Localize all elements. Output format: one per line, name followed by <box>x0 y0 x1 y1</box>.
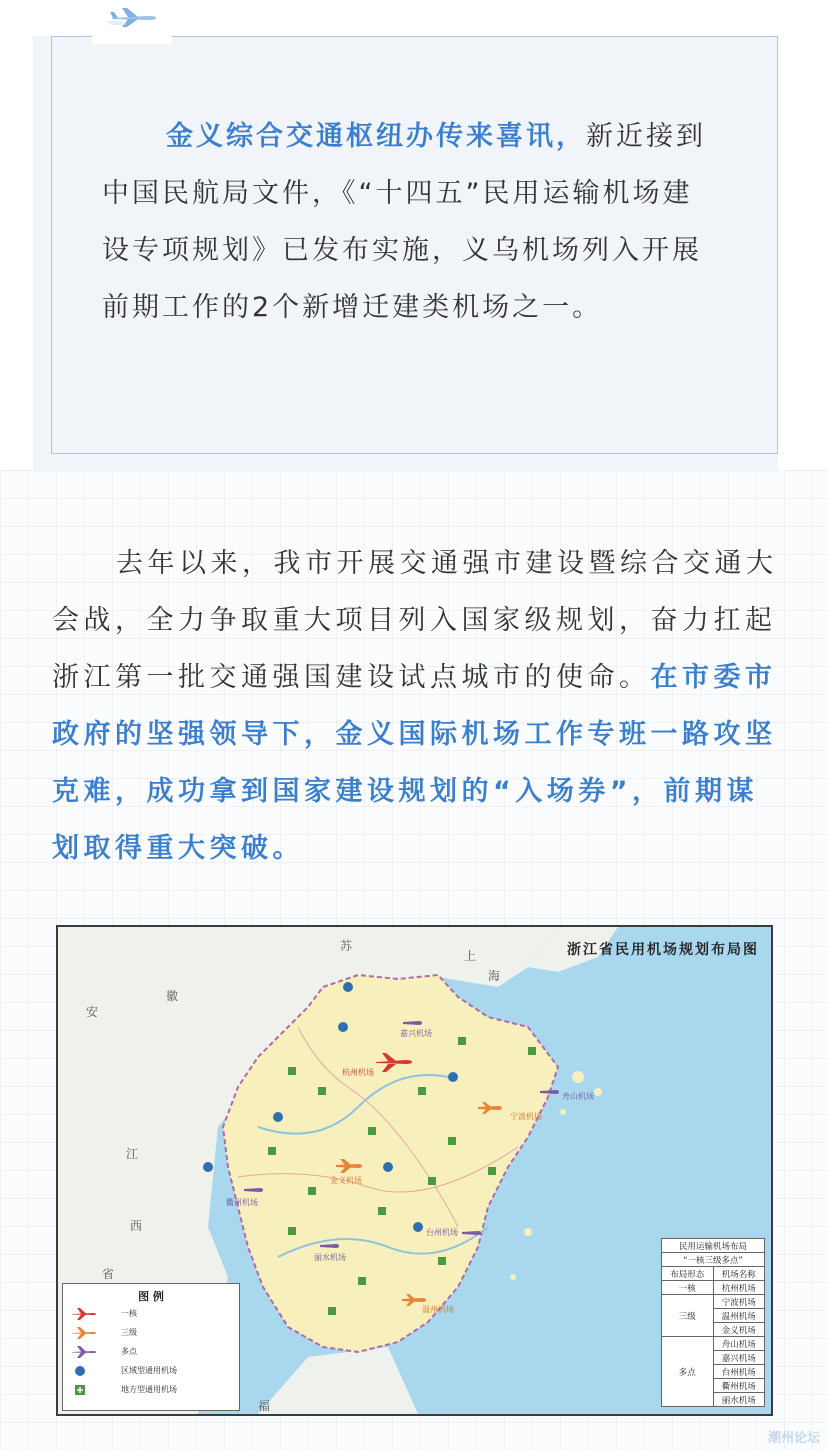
table-airport: 舟山机场 <box>713 1337 765 1351</box>
body-highlight: 在市委市政府的坚强领导下，金义国际机场工作专班一路攻坚克难，成功拿到国家建设规划的“入场券”，前期谋划取得重大突破。 <box>52 662 777 864</box>
table-col-form: 布局形态 <box>662 1267 714 1281</box>
intro-paragraph <box>102 108 714 336</box>
legend-item-tier <box>63 1323 239 1342</box>
province-label-xi: 西 <box>130 1219 143 1233</box>
table-form-multi: 多点 <box>662 1337 714 1407</box>
label-lishui-airport: 丽水机场 <box>314 1253 346 1262</box>
province-label-hai: 海 <box>488 969 501 983</box>
map-legend <box>62 1283 240 1411</box>
table-airport: 嘉兴机场 <box>713 1351 765 1365</box>
table-form-tier: 三级 <box>662 1295 714 1337</box>
table-airport: 台州机场 <box>713 1365 765 1379</box>
local-airport-icon <box>71 1383 97 1397</box>
airport-layout-table <box>661 1238 765 1407</box>
legend-item-core <box>63 1304 239 1323</box>
table-airport: 温州机场 <box>713 1309 765 1323</box>
legend-item-multi <box>63 1342 239 1361</box>
label-wenzhou-airport: 温州机场 <box>422 1305 454 1314</box>
province-label-hui: 徽 <box>166 989 179 1003</box>
plane-badge <box>92 28 172 44</box>
label-quzhou-airport: 衢州机场 <box>226 1198 258 1207</box>
legend-label-core: 一核 <box>121 1309 137 1318</box>
label-jiaxing-airport: 嘉兴机场 <box>400 1029 432 1038</box>
legend-label-regional: 区域型通用机场 <box>121 1366 177 1375</box>
legend-label-multi: 多点 <box>121 1347 137 1356</box>
body-text: 去年以来，我市开展交通强市建设暨综合交通大会战，全力争取重大项目列入国家级规划，奋力扛起浙江第一批交通强国建设试点城市的使命。 <box>52 548 778 693</box>
table-title: 民用运输机场布局 <box>662 1239 765 1253</box>
body-paragraph <box>52 535 780 877</box>
legend-item-local <box>63 1380 239 1399</box>
label-jinyi-airport: 金义机场 <box>330 1176 362 1185</box>
province-label-an: 安 <box>86 1005 99 1019</box>
label-ningbo-airport: 宁波机场 <box>510 1112 542 1121</box>
province-label-jiang: 江 <box>126 1147 139 1161</box>
table-airport: 宁波机场 <box>713 1295 765 1309</box>
province-label-su: 苏 <box>340 939 353 953</box>
intro-text: 新近接到中国民航局文件，《“十四五”民用运输机场建设专项规划》已发布实施，义乌机场列入开展前期工作的2个新增迁建类机场之一。 <box>102 121 706 323</box>
airplane-icon <box>108 6 158 28</box>
label-zhoushan-airport: 舟山机场 <box>562 1092 594 1101</box>
table-airport: 衢州机场 <box>713 1379 765 1393</box>
legend-label-tier: 三级 <box>121 1328 137 1337</box>
purple-plane-icon <box>71 1345 97 1359</box>
table-airport: 金义机场 <box>713 1323 765 1337</box>
table-subtitle: “一核三级多点” <box>662 1253 765 1267</box>
legend-title: 图 例 <box>138 1290 164 1303</box>
regional-airport-icon <box>71 1364 97 1378</box>
province-label-fu: 福 <box>258 1399 271 1413</box>
table-airport: 丽水机场 <box>713 1393 765 1407</box>
label-taizhou-airport: 台州机场 <box>426 1228 458 1237</box>
intro-highlight: 金义综合交通枢纽办传来喜讯， <box>166 121 586 152</box>
province-label-sheng: 省 <box>102 1267 115 1281</box>
province-label-shang: 上 <box>464 949 477 963</box>
orange-plane-icon <box>71 1326 97 1340</box>
label-hangzhou-airport: 杭州机场 <box>342 1068 374 1077</box>
map-title: 浙江省民用机场规划布局图 <box>567 942 759 958</box>
airport-planning-map <box>56 925 773 1416</box>
table-form-core: 一核 <box>662 1281 714 1295</box>
table-col-name: 机场名称 <box>713 1267 765 1281</box>
watermark: 潮州论坛 <box>767 1431 820 1446</box>
legend-item-regional <box>63 1361 239 1380</box>
legend-label-local: 地方型通用机场 <box>121 1385 177 1394</box>
table-airport: 杭州机场 <box>713 1281 765 1295</box>
red-plane-icon <box>71 1307 97 1321</box>
